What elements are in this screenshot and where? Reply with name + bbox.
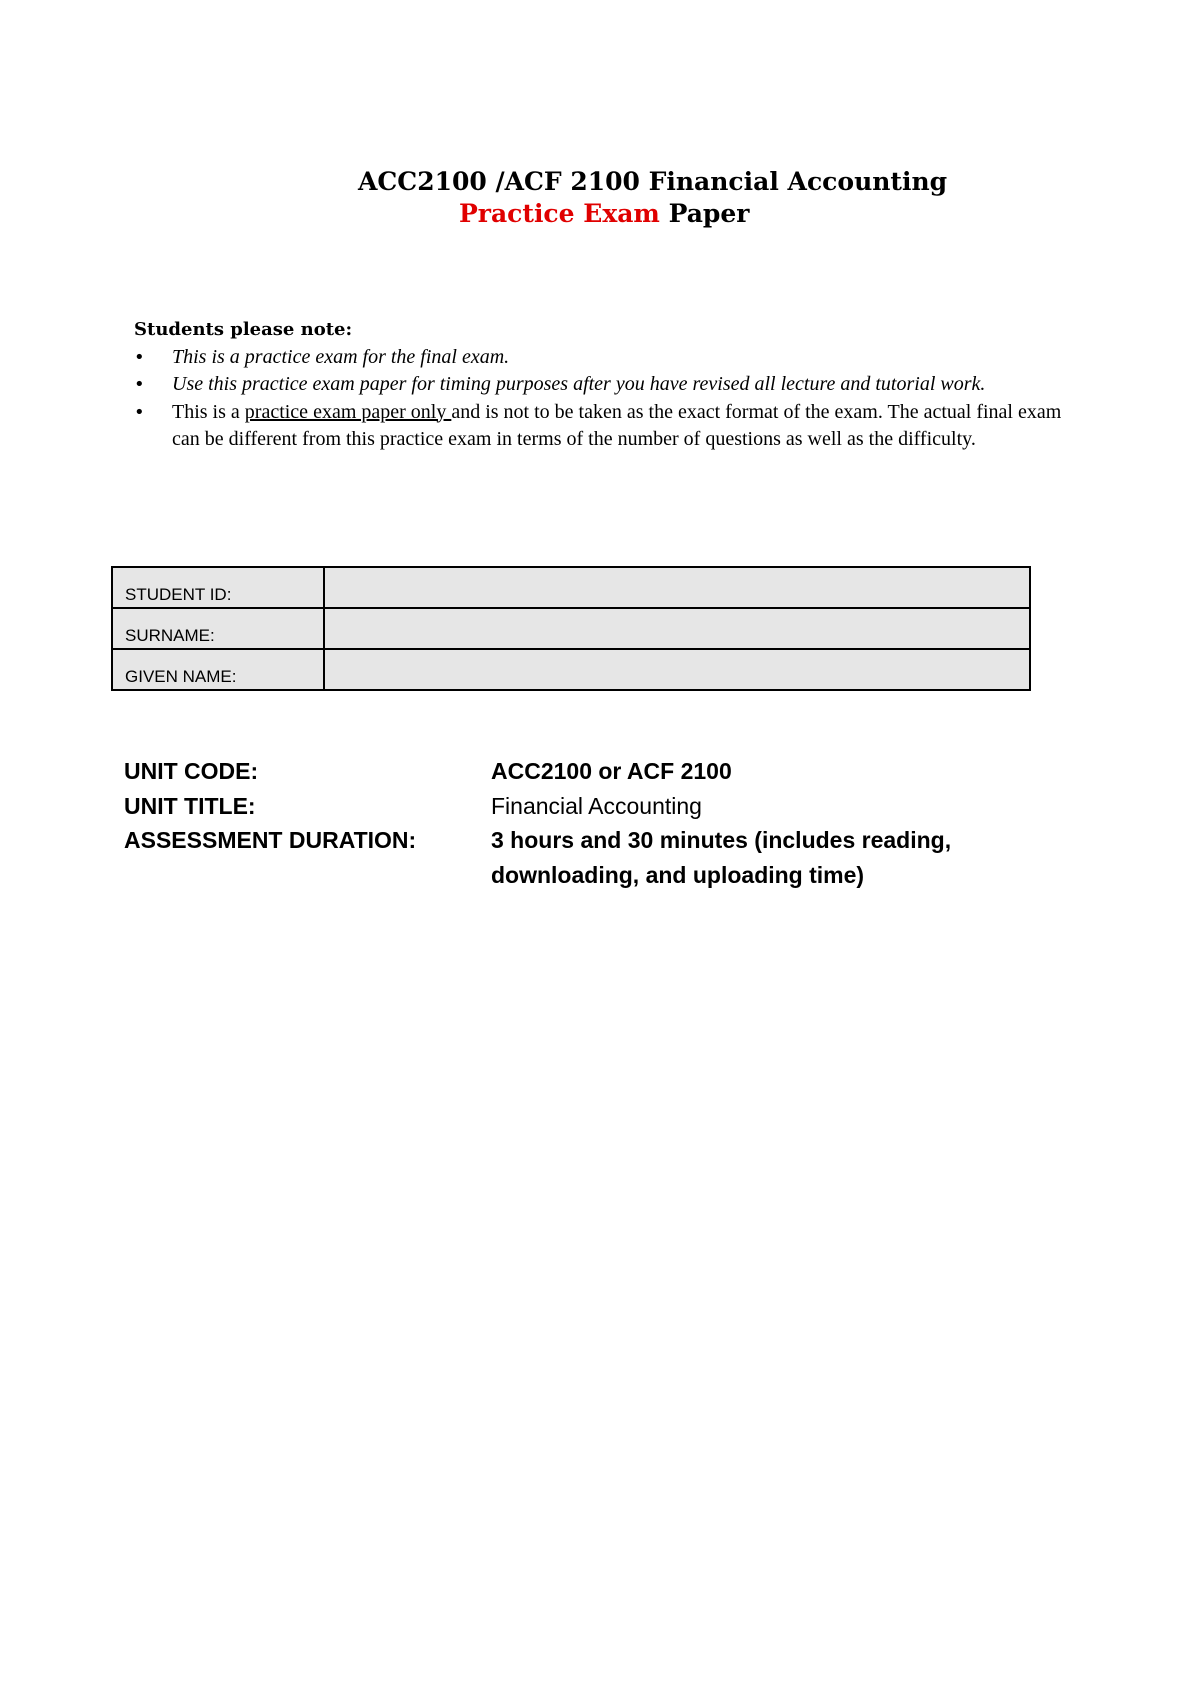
note-text: Use this practice exam paper for timing purposes after you have revised all lecture and tutorial work. [172, 373, 986, 395]
unit-info-section [124, 754, 1024, 892]
unit-title-label: UNIT TITLE: [124, 792, 256, 819]
unit-title-row [124, 789, 1024, 824]
assessment-duration-value: 3 hours and 30 minutes (includes reading, downloading, and uploading time) [491, 827, 952, 888]
note-text-prefix: This is a [172, 400, 245, 423]
bullet-icon: • [134, 401, 145, 423]
assessment-duration-row [124, 823, 1024, 892]
students-note-section [134, 316, 1064, 454]
surname-label: SURNAME: [112, 608, 324, 649]
bullet-icon: • [134, 346, 145, 368]
unit-code-value: ACC2100 or ACF 2100 [491, 758, 732, 784]
note-item-format [134, 399, 1064, 454]
assessment-duration-label: ASSESSMENT DURATION: [124, 827, 417, 853]
given-name-label: GIVEN NAME: [112, 649, 324, 690]
student-id-label: STUDENT ID: [112, 567, 324, 608]
title-practice-exam-highlight: Practice Exam [459, 199, 660, 228]
table-row-surname [112, 608, 1030, 649]
note-text-suffix: and is not to be taken as the exact format of the exam. The actual final exam can be different from this practice exam in terms of the number of questions as well as the difficulty. [172, 400, 1062, 450]
student-id-field[interactable] [324, 567, 1030, 608]
title-paper-type [459, 198, 749, 230]
note-item-final-exam [134, 344, 1064, 372]
note-item-timing [134, 371, 1064, 399]
note-text: This is a practice exam for the final exam. [172, 345, 510, 368]
bullet-icon: • [134, 374, 145, 395]
notes-heading: Students please note: [134, 319, 353, 340]
unit-code-label: UNIT CODE: [124, 758, 259, 784]
given-name-field[interactable] [324, 649, 1030, 690]
note-text-underlined: practice exam paper only [244, 400, 452, 423]
unit-title-value: Financial Accounting [491, 792, 702, 819]
title-course-name: ACC2100 /ACF 2100 Financial Accounting [358, 167, 948, 196]
surname-field[interactable] [324, 608, 1030, 649]
title-paper-word: Paper [659, 199, 750, 228]
notes-list [134, 344, 1064, 454]
table-row-given-name [112, 649, 1030, 690]
unit-code-row [124, 754, 1024, 789]
student-details-table [111, 566, 1031, 691]
table-row-student-id [112, 567, 1030, 608]
